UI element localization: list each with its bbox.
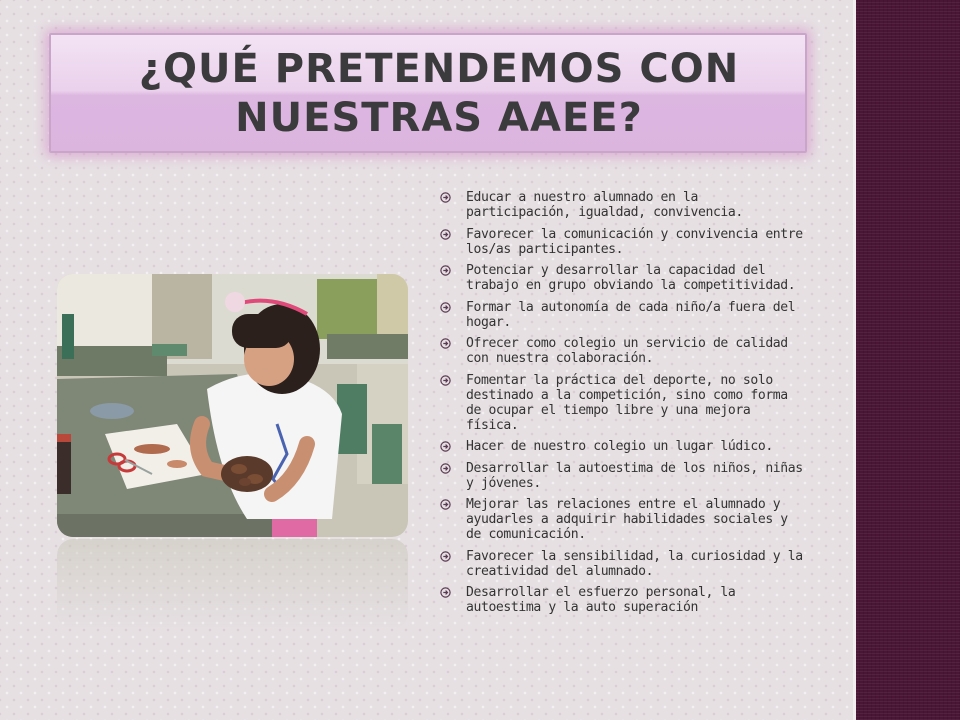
bullet-icon bbox=[440, 441, 451, 452]
list-item bbox=[440, 497, 810, 542]
bullet-icon bbox=[440, 551, 451, 562]
list-item-text: Fomentar la práctica del deporte, no solo destinado a la competición, sino como forma de ocupar el tiempo libre y una mejora física. bbox=[466, 372, 788, 433]
list-item bbox=[440, 461, 810, 491]
title-line-2: NUESTRAS AAEE? bbox=[235, 95, 643, 141]
list-item bbox=[440, 373, 810, 433]
list-item bbox=[440, 190, 810, 220]
bullet-icon bbox=[440, 499, 451, 510]
objectives-list bbox=[440, 190, 810, 622]
list-item-text: Desarrollar la autoestima de los niños, niñas y jóvenes. bbox=[466, 460, 803, 491]
list-item-text: Favorecer la sensibilidad, la curiosidad y la creatividad del alumnado. bbox=[466, 548, 803, 579]
list-item-text: Favorecer la comunicación y convivencia entre los/as participantes. bbox=[466, 226, 803, 257]
list-item bbox=[440, 227, 810, 257]
bullet-icon bbox=[440, 265, 451, 276]
list-item-text: Formar la autonomía de cada niño/a fuera del hogar. bbox=[466, 299, 796, 330]
classroom-photo bbox=[57, 274, 408, 537]
photo-girl-crafting-icon bbox=[57, 274, 408, 537]
slide-title bbox=[117, 45, 739, 143]
bullet-icon bbox=[440, 463, 451, 474]
side-band-edge bbox=[853, 0, 856, 720]
list-item-text: Hacer de nuestro colegio un lugar lúdico. bbox=[466, 439, 773, 454]
list-item-text: Desarrollar el esfuerzo personal, la autoestima y la auto superación bbox=[466, 585, 736, 615]
bullet-icon bbox=[440, 587, 451, 598]
bullet-icon bbox=[440, 338, 451, 349]
list-item-text: Potenciar y desarrollar la capacidad del trabajo en grupo obviando la competitividad. bbox=[466, 263, 796, 293]
list-item bbox=[440, 439, 810, 454]
bullet-icon bbox=[440, 302, 451, 313]
list-item bbox=[440, 549, 810, 579]
list-item-text: Educar a nuestro alumnado en la participación, igualdad, convivencia. bbox=[466, 190, 743, 220]
photo-reflection bbox=[57, 539, 408, 629]
bullet-icon bbox=[440, 375, 451, 386]
list-item bbox=[440, 300, 810, 330]
list-item bbox=[440, 585, 810, 615]
title-box bbox=[49, 33, 807, 153]
list-item-text: Ofrecer como colegio un servicio de calidad con nuestra colaboración. bbox=[466, 336, 788, 366]
list-item-text: Mejorar las relaciones entre el alumnado y ayudarles a adquirir habilidades sociales y de comunicación. bbox=[466, 497, 788, 542]
bullet-icon bbox=[440, 229, 451, 240]
list-item bbox=[440, 336, 810, 366]
bullet-icon bbox=[440, 192, 451, 203]
decorative-side-band bbox=[855, 0, 960, 720]
list-item bbox=[440, 263, 810, 293]
photo-reflection-image bbox=[57, 539, 408, 629]
title-line-1: ¿QUÉ PRETENDEMOS CON bbox=[138, 46, 740, 93]
